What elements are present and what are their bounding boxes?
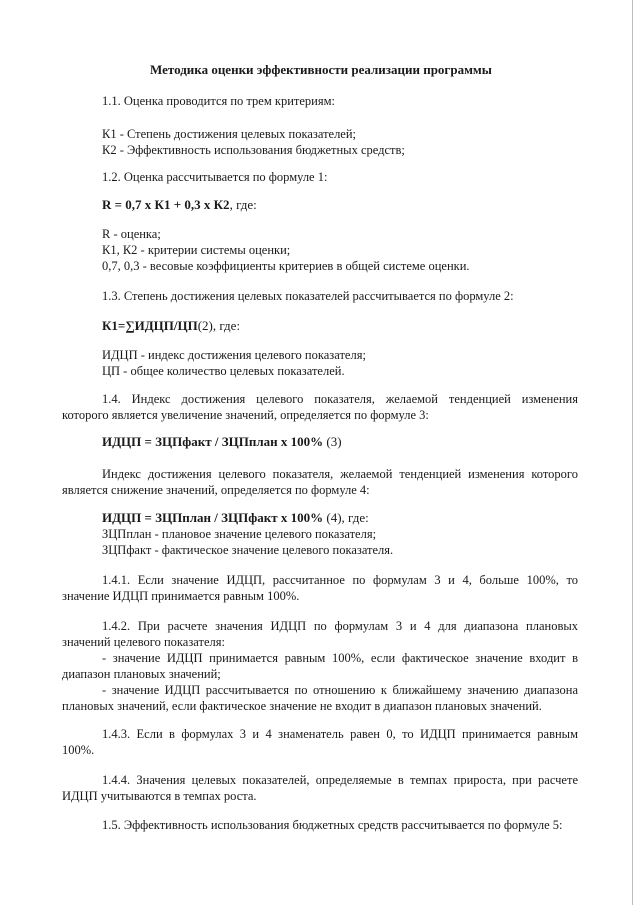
paragraph-decrease-line-2: является снижение значений, определяется по формуле 4: — [62, 483, 370, 497]
formula-2-expression: К1=∑ИДЦП/ЦП — [102, 318, 198, 333]
formula-1 — [102, 197, 257, 213]
formula-4-suffix: (4), где: — [323, 510, 369, 525]
definition-idcp: ИДЦП - индекс достижения целевого показателя; — [102, 348, 366, 362]
paragraph-decrease-line-1: Индекс достижения целевого показателя, желаемой тенденцией изменения которого — [102, 467, 578, 481]
formula-4-expression: ИДЦП = ЗЦПплан / ЗЦПфакт х 100% — [102, 510, 324, 525]
formula-3-suffix: (3) — [323, 434, 342, 449]
criterion-k2: К2 - Эффективность использования бюджетных средств; — [102, 143, 405, 157]
paragraph-1-4-3-line-1: 1.4.3. Если в формулах 3 и 4 знаменатель равен 0, то ИДЦП принимается равным — [102, 727, 578, 741]
page-right-edge — [632, 0, 633, 905]
paragraph-1-4-2-line-4: диапазон плановых значений; — [62, 667, 221, 681]
definition-cp: ЦП - общее количество целевых показателей. — [102, 364, 345, 378]
paragraph-1-5: 1.5. Эффективность использования бюджетных средств рассчитывается по формуле 5: — [102, 818, 563, 832]
formula-4 — [102, 510, 369, 526]
paragraph-1-4-2-line-5: - значение ИДЦП рассчитывается по отношению к ближайшему значению диапазона — [102, 683, 578, 697]
formula-2 — [102, 318, 240, 334]
formula-1-expression: R = 0,7 х К1 + 0,3 х К2 — [102, 197, 230, 212]
paragraph-1-4-4-line-2: ИДЦП учитываются в темпах роста. — [62, 789, 257, 803]
formula-3-expression: ИДЦП = ЗЦПфакт / ЗЦПплан х 100% — [102, 434, 324, 449]
paragraph-1-2: 1.2. Оценка рассчитывается по формуле 1: — [102, 170, 328, 184]
definition-plan: ЗЦПплан - плановое значение целевого показателя; — [102, 527, 377, 541]
formula-1-suffix: , где: — [229, 197, 257, 212]
paragraph-1-4-line-1: 1.4. Индекс достижения целевого показателя, желаемой тенденцией изменения — [102, 392, 578, 406]
paragraph-1-4-3-line-2: 100%. — [62, 743, 95, 757]
criterion-k1: К1 - Степень достижения целевых показателей; — [102, 127, 357, 141]
paragraph-1-4-line-2: которого является увеличение значений, определяется по формуле 3: — [62, 408, 429, 422]
formula-2-suffix: (2), где: — [197, 318, 241, 333]
paragraph-1-4-2-line-1: 1.4.2. При расчете значения ИДЦП по формулам 3 и 4 для диапазона плановых — [102, 619, 578, 633]
paragraph-1-3: 1.3. Степень достижения целевых показателей рассчитывается по формуле 2: — [102, 289, 514, 303]
paragraph-1-4-4-line-1: 1.4.4. Значения целевых показателей, определяемые в темпах прироста, при расчете — [102, 773, 578, 787]
paragraph-1-4-2-line-2: значений целевого показателя: — [62, 635, 225, 649]
paragraph-1-1: 1.1. Оценка проводится по трем критериям: — [102, 94, 335, 108]
definition-r: R - оценка; — [102, 227, 161, 241]
paragraph-1-4-2-line-6: плановых значений, если фактическое значение не входит в диапазон плановых значений. — [62, 699, 542, 713]
paragraph-1-4-1-line-1: 1.4.1. Если значение ИДЦП, рассчитанное по формулам 3 и 4, больше 100%, то — [102, 573, 578, 587]
definition-k: К1, К2 - критерии системы оценки; — [102, 243, 291, 257]
formula-3 — [102, 434, 342, 450]
paragraph-1-4-2-line-3: - значение ИДЦП принимается равным 100%, если фактическое значение входит в — [102, 651, 578, 665]
document-title: Методика оценки эффективности реализации программы — [150, 62, 492, 77]
paragraph-1-4-1-line-2: значение ИДЦП принимается равным 100%. — [62, 589, 300, 603]
definition-weights: 0,7, 0,3 - весовые коэффициенты критериев в общей системе оценки. — [102, 259, 470, 273]
definition-fact: ЗЦПфакт - фактическое значение целевого показателя. — [102, 543, 394, 557]
